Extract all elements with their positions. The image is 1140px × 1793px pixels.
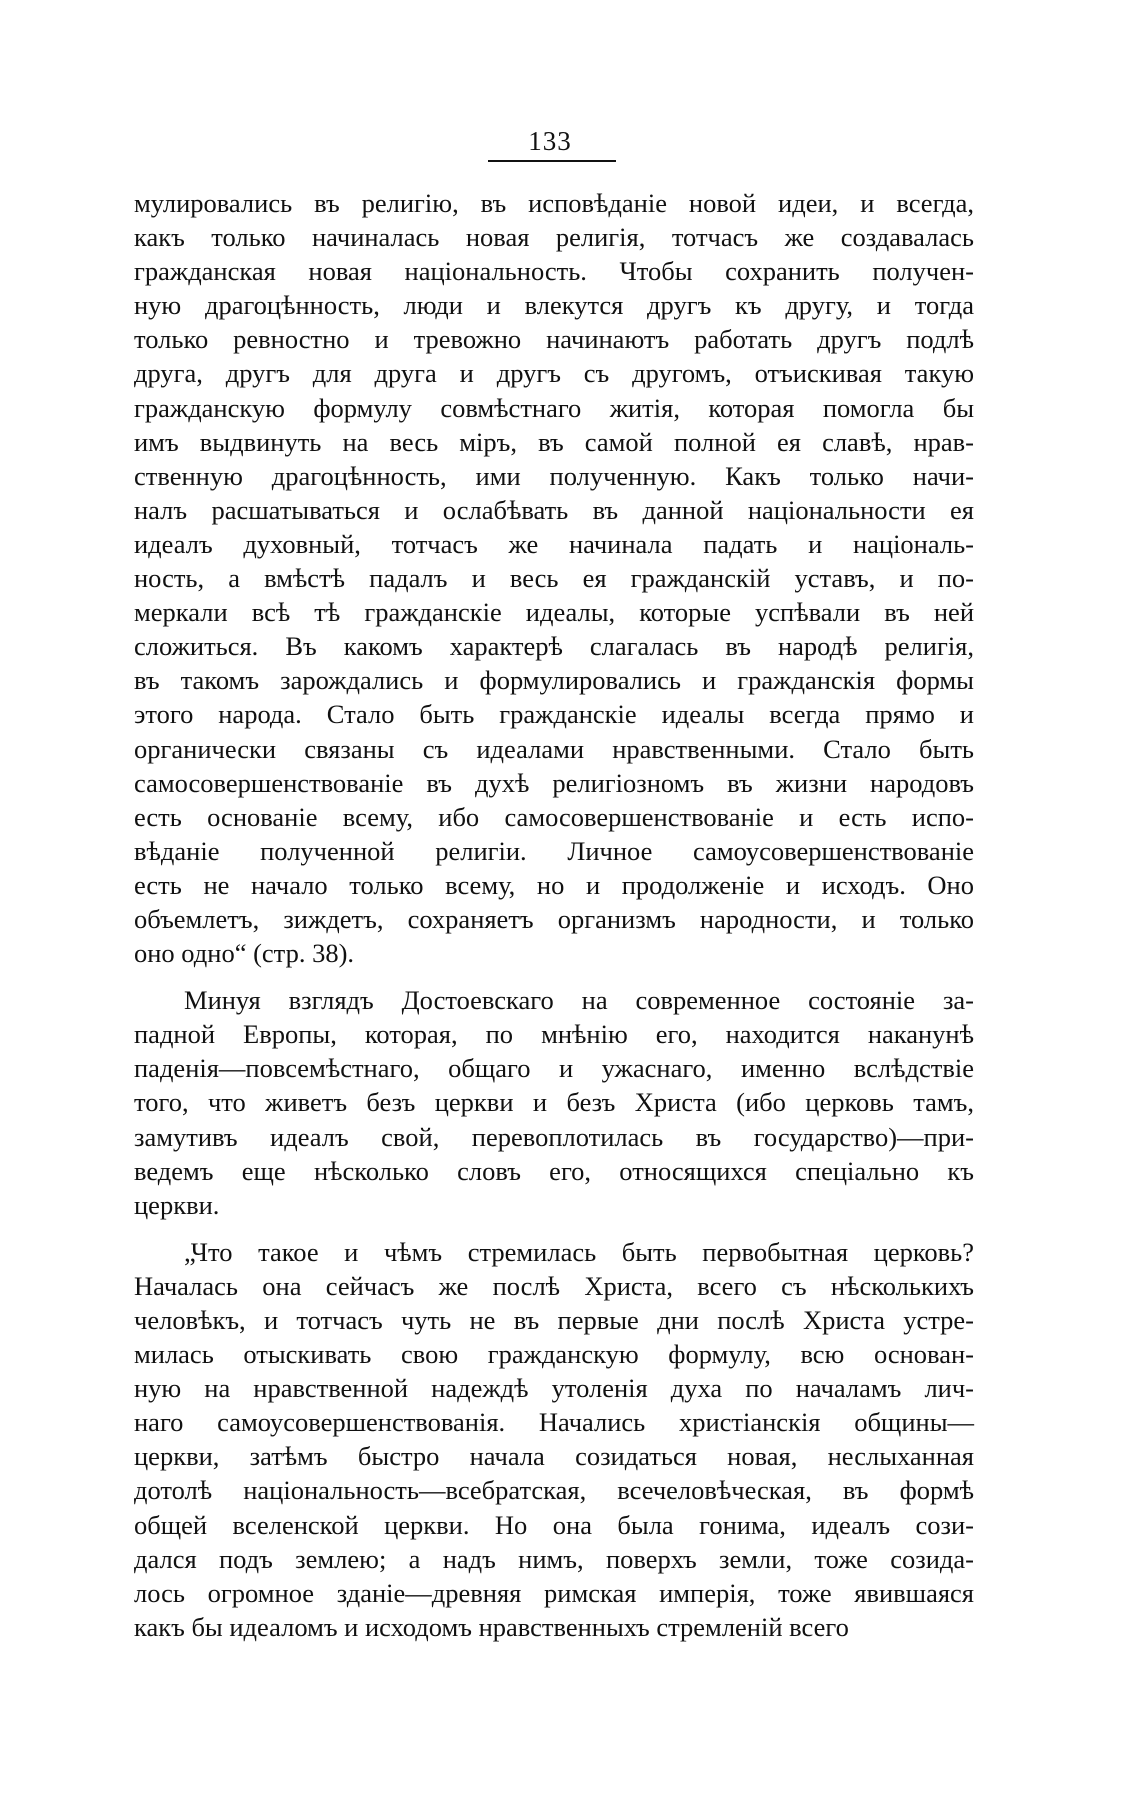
text-line: паденія—повсемѣстнаго, общаго и ужаснаго, именно вслѣдствіе [134, 1053, 974, 1084]
text-line: ность, а вмѣстѣ падалъ и весь ея гражданскій уставъ, и по- [134, 563, 974, 594]
text-line: Началась она сейчасъ же послѣ Христа, всего съ нѣсколькихъ [134, 1270, 974, 1301]
text-line: ную драгоцѣнность, люди и влекутся другъ къ другу, и тогда [134, 290, 974, 321]
text-line: церкви, затѣмъ быстро начала созидаться новая, неслыханная [134, 1441, 974, 1472]
text-line: налъ расшатываться и ослабѣвать въ данной національности ея [134, 494, 974, 525]
text-line: гражданскую формулу совмѣстнаго житія, которая помогла бы [134, 392, 974, 423]
text-line: Минуя взглядъ Достоевскаго на современное состояніе за- [184, 985, 974, 1016]
text-line: того, что живетъ безъ церкви и безъ Христа (ибо церковь тамъ, [134, 1087, 974, 1118]
text-line: гражданская новая національность. Чтобы сохранить получен- [134, 256, 974, 287]
text-line: человѣкъ, и тотчасъ чуть не въ первые дни послѣ Христа устре- [134, 1305, 974, 1335]
body-text [134, 186, 974, 1644]
text-line: оно одно“ (стр. 38). [134, 938, 355, 969]
text-line: какъ только начиналась новая религія, тотчасъ же создавалась [134, 222, 974, 253]
text-line: ведемъ еще нѣсколько словъ его, относящихся спеціально къ [134, 1155, 974, 1186]
text-line: имъ выдвинуть на весь міръ, въ самой полной ея славѣ, нрав- [134, 426, 974, 457]
text-line: ственную драгоцѣнность, ими полученную. Какъ только начи- [134, 460, 974, 491]
text-line: наго самоусовершенствованія. Начались христіанскія общины— [134, 1407, 974, 1438]
page-number-rule [488, 160, 616, 162]
text-line: объемлетъ, зиждетъ, сохраняетъ организмъ народности, и только [134, 903, 974, 934]
text-line: „Что такое и чѣмъ стремилась быть первобытная церковь? [184, 1236, 974, 1267]
paragraph-gap [134, 970, 974, 983]
text-line: мулировались въ религію, въ исповѣданіе новой идеи, и всегда, [134, 188, 974, 218]
text-line: замутивъ идеалъ свой, перевоплотилась въ государство)—при- [134, 1121, 974, 1152]
text-line: лось огромное зданіе—древняя римская имперія, тоже явившаяся [134, 1577, 974, 1608]
text-line: ную на нравственной надеждѣ утоленія духа по началамъ лич- [134, 1373, 974, 1404]
text-line: самосовершенствованіе въ духѣ религіозномъ въ жизни народовъ [134, 767, 974, 798]
text-line: друга, другъ для друга и другъ съ другомъ, отъискивая такую [134, 358, 974, 389]
text-line: милась отыскивать свою гражданскую формулу, всю основан- [134, 1339, 974, 1370]
text-line: этого народа. Стало быть гражданскіе идеалы всегда прямо и [134, 699, 974, 730]
text-line: сложиться. Въ какомъ характерѣ слагалась въ народѣ религія, [134, 631, 974, 662]
page-number: 133 [528, 126, 572, 156]
paragraph-gap [134, 1222, 974, 1235]
text-line: общей вселенской церкви. Но она была гонима, идеалъ сози- [134, 1509, 974, 1540]
text-line: меркали всѣ тѣ гражданскіе идеалы, которые успѣвали въ ней [134, 597, 974, 628]
text-line: въ такомъ зарождались и формулировались и гражданскія формы [134, 665, 974, 696]
text-line: органически связаны съ идеалами нравственными. Стало быть [134, 733, 974, 764]
text-line: дотолѣ національность—всебратская, всечеловѣческая, въ формѣ [134, 1475, 974, 1506]
text-line: дался подъ землею; а надъ нимъ, поверхъ земли, тоже созида- [134, 1543, 974, 1574]
text-line: есть основаніе всему, ибо самосовершенствованіе и есть испо- [134, 801, 974, 832]
text-line: какъ бы идеаломъ и исходомъ нравственныхъ стремленій всего [134, 1611, 849, 1642]
text-line: есть не начало только всему, но и продолженіе и исходъ. Оно [134, 869, 974, 900]
text-line: церкви. [134, 1189, 220, 1220]
text-line: идеалъ духовный, тотчасъ же начинала падать и національ- [134, 528, 974, 559]
text-line: падной Европы, которая, по мнѣнію его, находится наканунѣ [134, 1019, 974, 1050]
text-line: вѣданіе полученной религіи. Личное самоусовершенствованіе [134, 835, 974, 866]
text-line: только ревностно и тревожно начинаютъ работать другъ подлѣ [134, 324, 974, 355]
